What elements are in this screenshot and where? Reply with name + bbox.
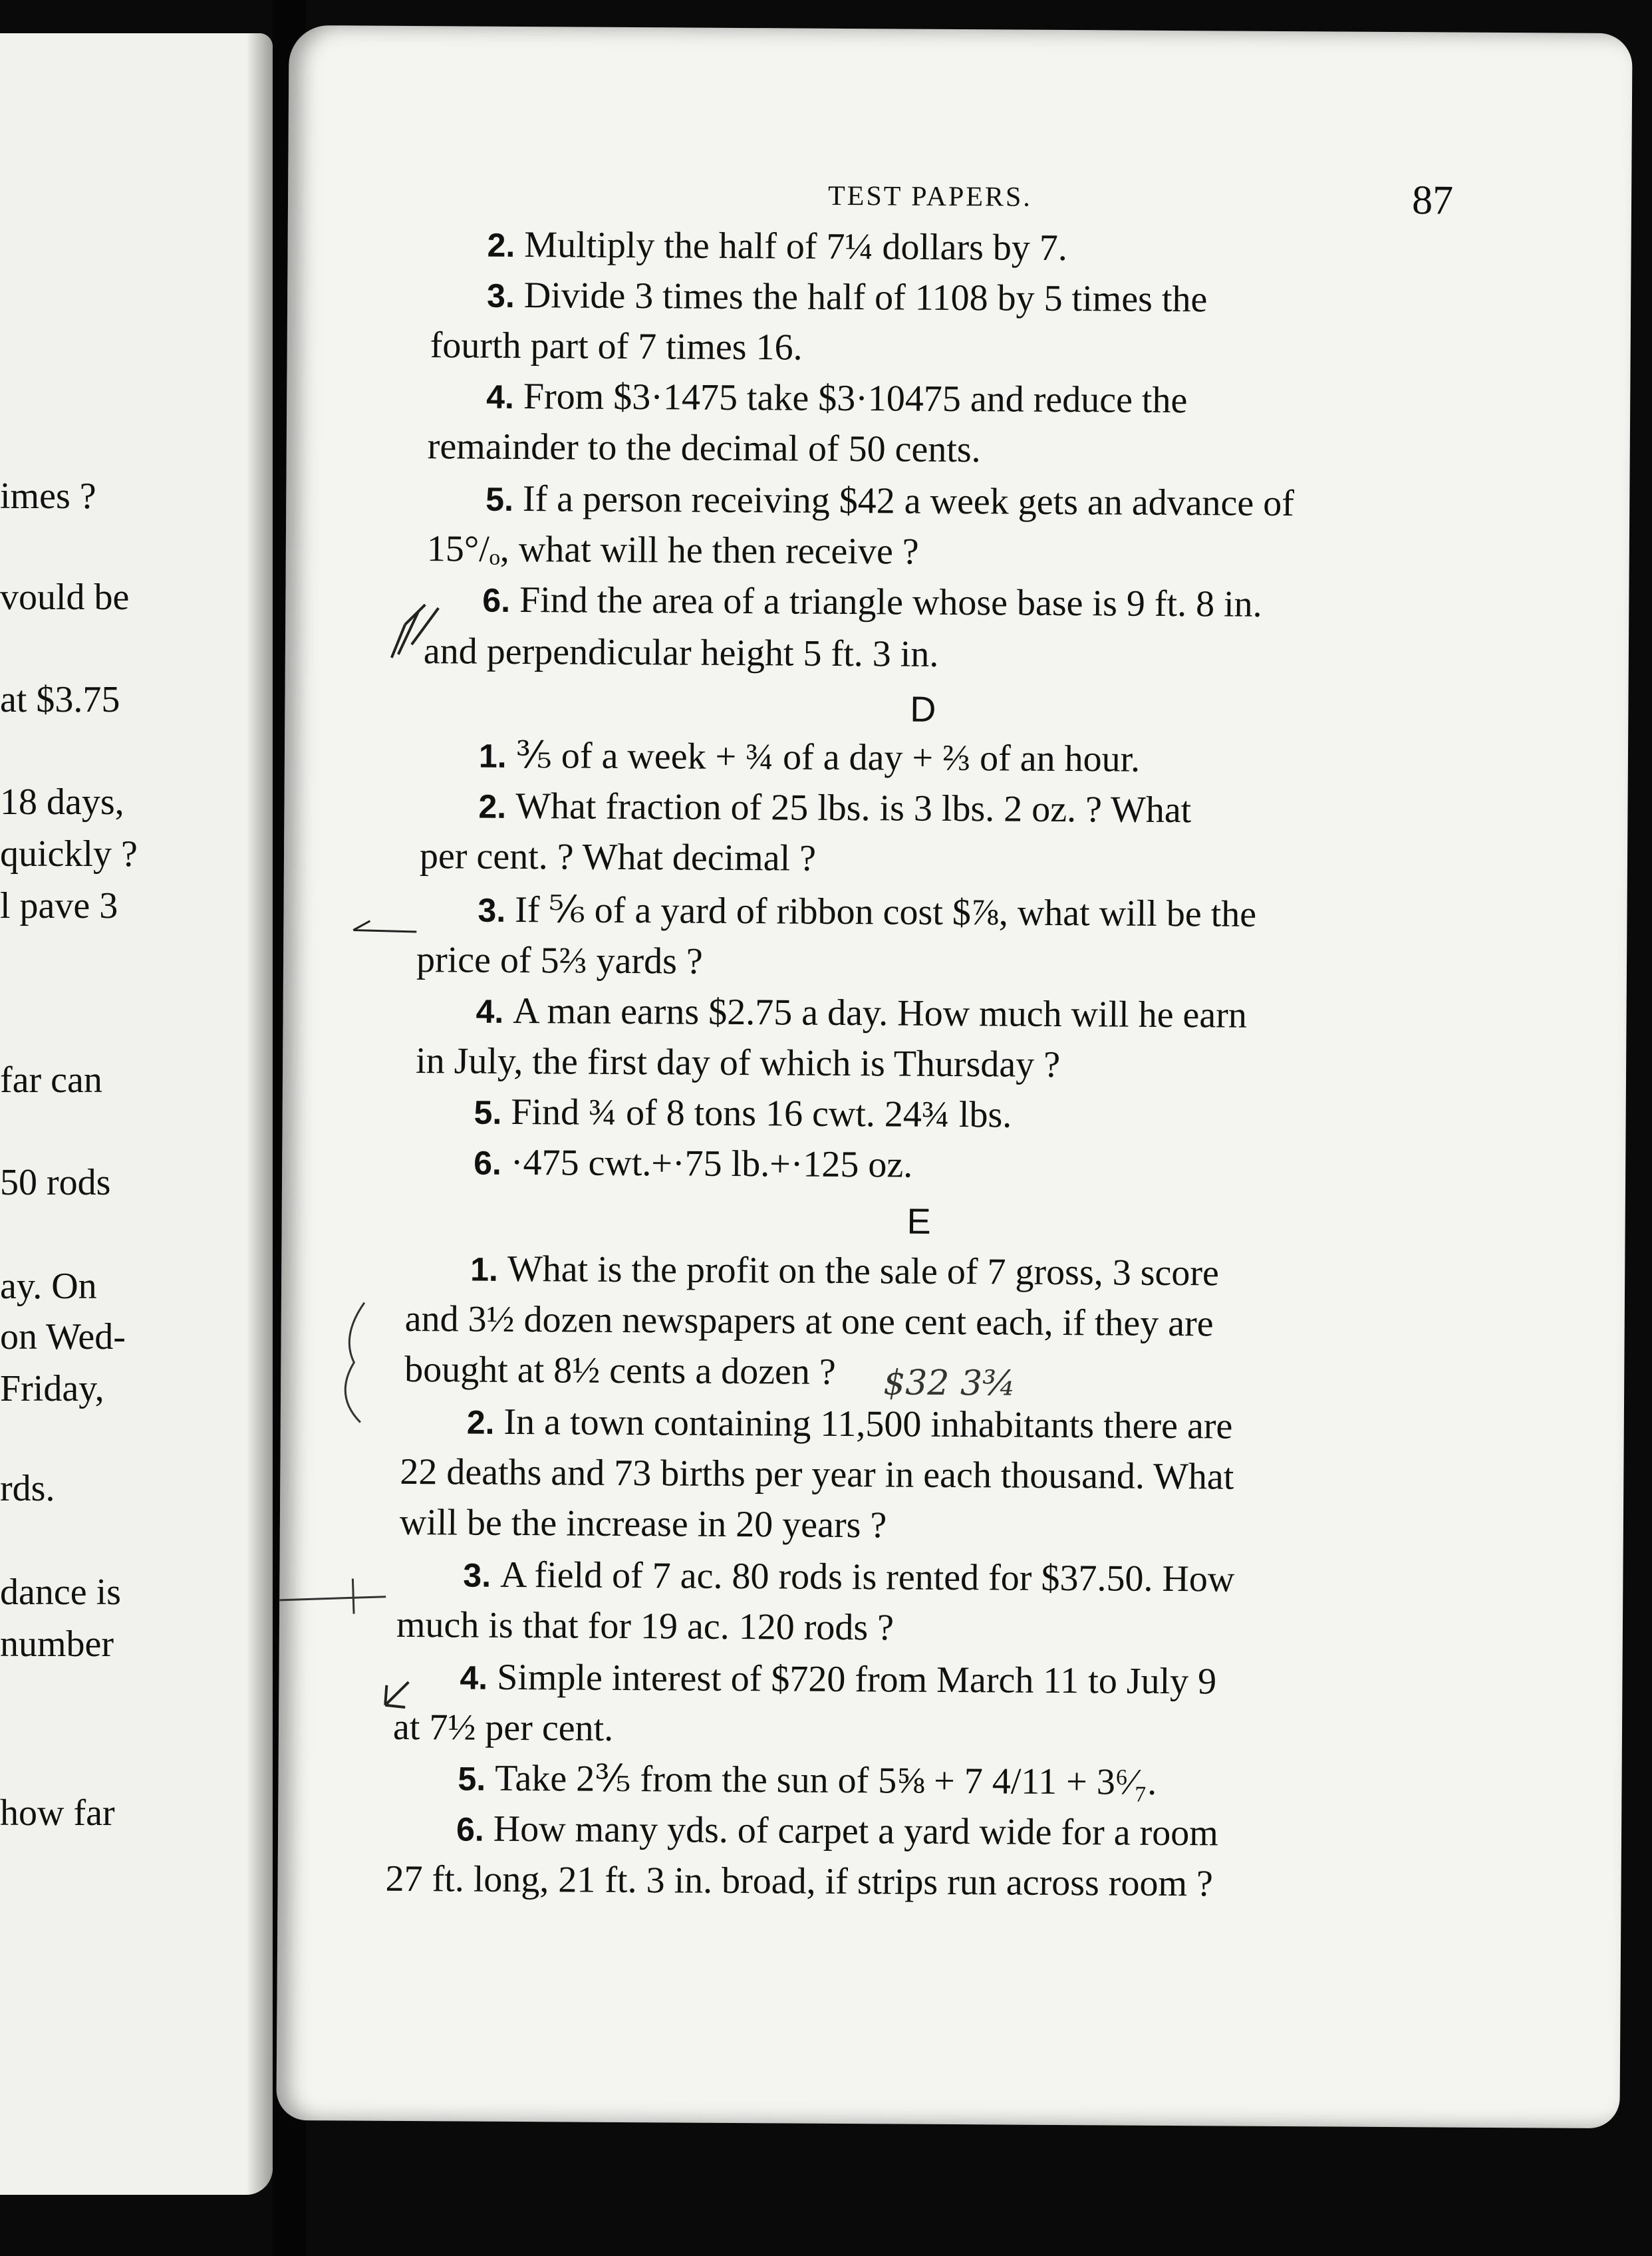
left-line: dance is [0, 1572, 121, 1613]
problem-line-cont: per cent. ? What decimal ? [419, 835, 817, 879]
problem-text: What is the profit on the sale of 7 gross, 3 score [507, 1248, 1220, 1294]
problem-number: 2. [466, 1403, 495, 1441]
problem-line-cont: and perpendicular height 5 ft. 3 in. [423, 631, 939, 675]
problem-line [478, 787, 1191, 829]
problem-number: 4. [460, 1659, 488, 1697]
left-line: 18 days, [0, 781, 124, 823]
left-page [0, 33, 273, 2195]
problem-line-cont: in July, the first day of which is Thursday ? [415, 1040, 1061, 1085]
problem-number: 5. [485, 480, 514, 518]
problem-number: 3. [463, 1556, 491, 1594]
problem-line [482, 581, 1262, 623]
problem-number: 4. [476, 992, 504, 1030]
left-line: Friday, [0, 1368, 104, 1409]
problem-number: 3. [486, 277, 515, 315]
problem-text: Take 2⅗ from the sun of 5⅝ + 7 4/11 + 3⁶⁄₇. [495, 1757, 1157, 1803]
left-line: quickly ? [0, 833, 138, 875]
page-number: 87 [1411, 178, 1454, 223]
problem-text: Simple interest of $720 from March 11 to July 9 [496, 1656, 1217, 1703]
problem-line [487, 226, 1067, 267]
page-body [276, 25, 1632, 2128]
left-page-gutter-shadow [246, 33, 273, 2195]
problem-line-cont: 15°/ₒ, what will he then receive ? [426, 528, 919, 573]
problem-number: 1. [478, 737, 507, 775]
problem-text: A field of 7 ac. 80 rods is rented for $37.50. How [499, 1554, 1235, 1600]
problem-line [474, 1141, 913, 1186]
problem-text: ⅗ of a week + ¾ of a day + ⅔ of an hour. [515, 734, 1141, 780]
left-line: far can [0, 1059, 102, 1101]
problem-number: 2. [478, 787, 507, 825]
problem-line [478, 734, 1141, 780]
problem-text: From $3·1475 take $3·10475 and reduce the [523, 376, 1188, 422]
pencil-tick-mark [378, 1675, 418, 1715]
problem-line [460, 1656, 1217, 1703]
problem-line-cont: at 7½ per cent. [392, 1706, 614, 1749]
problem-line-cont: price of 5⅔ yards ? [416, 939, 703, 982]
problem-line [458, 1757, 1157, 1803]
problem-line [463, 1556, 1234, 1598]
left-line: 50 rods [0, 1162, 111, 1203]
pencil-bracket-mark [327, 1296, 381, 1429]
left-line: number [0, 1623, 114, 1665]
problem-text: What fraction of 25 lbs. is 3 lbs. 2 oz. ? What [515, 785, 1192, 831]
pencil-plus-mark [279, 1575, 392, 1616]
problem-text: ·475 cwt.+·75 lb.+·125 oz. [510, 1141, 913, 1186]
problem-line [478, 891, 1256, 933]
right-page [276, 25, 1632, 2128]
left-line: rds. [0, 1468, 55, 1509]
problem-line [470, 1250, 1219, 1292]
problem-number: 6. [456, 1810, 484, 1848]
left-line: how far [0, 1792, 115, 1834]
pencil-check-mark [385, 598, 452, 678]
problem-line [456, 1810, 1218, 1852]
problem-number: 5. [474, 1093, 502, 1131]
problem-text: How many yds. of carpet a yard wide for a room [493, 1808, 1219, 1854]
handwritten-note: $32 3¾ [883, 1363, 1016, 1404]
problem-line-cont: will be the increase in 20 years ? [399, 1501, 887, 1546]
problem-line-cont: bought at 8½ cents a dozen ? [404, 1348, 836, 1393]
problem-line [474, 1093, 1012, 1134]
problem-line-cont: 22 deaths and 73 births per year in each thousand. What [400, 1451, 1234, 1498]
problem-line-cont: remainder to the decimal of 50 cents. [427, 426, 981, 471]
problem-line [486, 376, 1188, 422]
problem-number: 6. [474, 1144, 502, 1182]
section-heading-e: E [906, 1201, 931, 1242]
problem-text: Multiply the half of 7¼ dollars by 7. [524, 224, 1068, 269]
problem-number: 2. [487, 226, 515, 264]
problem-text: Find ¾ of 8 tons 16 cwt. 24¾ lbs. [511, 1091, 1012, 1136]
problem-number: 5. [458, 1760, 486, 1798]
problem-text: If ⅚ of a yard of ribbon cost $⅞, what will be the [515, 889, 1257, 935]
problem-line [487, 277, 1208, 319]
problem-text: A man earns $2.75 a day. How much will he earn [513, 990, 1248, 1036]
pencil-arrow-mark [350, 916, 423, 944]
section-heading-d: D [910, 689, 936, 730]
problem-text: If a person receiving $42 a week gets an advance of [522, 478, 1295, 525]
problem-line [476, 992, 1247, 1034]
problem-number: 6. [482, 581, 511, 619]
problem-line-cont: fourth part of 7 times 16. [430, 325, 803, 368]
left-line: vould be [0, 577, 130, 618]
problem-text: Divide 3 times the half of 1108 by 5 times the [523, 275, 1208, 321]
left-line: l pave 3 [0, 885, 118, 926]
running-head: TEST PAPERS. [827, 180, 1033, 213]
problem-line-cont: much is that for 19 ac. 120 rods ? [396, 1604, 895, 1649]
problem-number: 1. [470, 1250, 499, 1288]
problem-line [485, 478, 1295, 525]
problem-text: Find the area of a triangle whose base is 9 ft. 8 in. [519, 579, 1262, 625]
left-line: at $3.75 [0, 679, 120, 720]
problem-number: 3. [478, 891, 506, 929]
problem-line [467, 1403, 1233, 1445]
left-line: on Wed- [0, 1316, 126, 1357]
problem-line-cont: 27 ft. long, 21 ft. 3 in. broad, if strips run across room ? [385, 1858, 1214, 1905]
problem-line-cont: and 3½ dozen newspapers at one cent each, if they are [404, 1298, 1214, 1345]
problem-text: In a town containing 11,500 inhabitants there are [503, 1401, 1233, 1447]
left-line: imes ? [0, 476, 96, 517]
left-line: ay. On [0, 1266, 97, 1307]
problem-number: 4. [486, 378, 515, 416]
